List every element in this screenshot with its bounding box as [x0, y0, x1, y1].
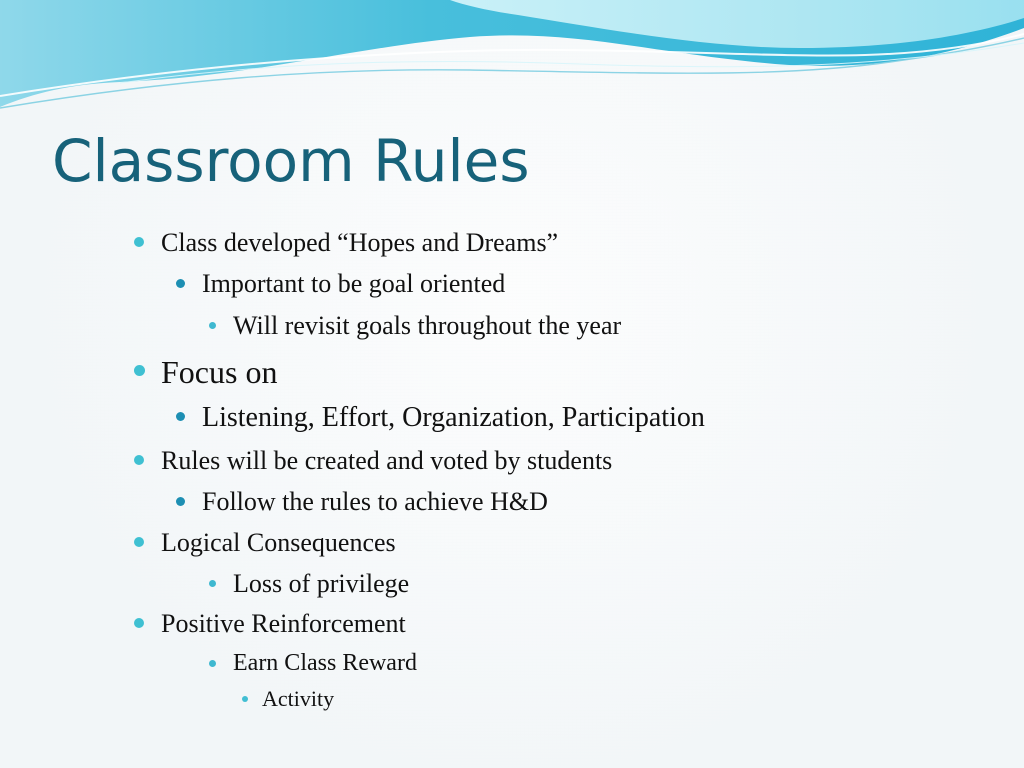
bullet-text: Will revisit goals throughout the year — [233, 311, 622, 340]
bullet-text: Earn Class Reward — [233, 650, 417, 676]
bullet-marker-level-3 — [209, 580, 216, 587]
bullet-marker-level-3 — [209, 660, 216, 667]
slide-title: Classroom Rules — [52, 127, 530, 195]
bullet-item-focus-areas — [202, 403, 705, 434]
bullet-text: Logical Consequences — [161, 528, 396, 557]
bullet-marker-level-1 — [134, 618, 144, 628]
bullet-marker-level-2 — [176, 412, 185, 421]
bullet-marker-level-1 — [134, 455, 144, 465]
bullet-text: Positive Reinforcement — [161, 609, 406, 638]
bullet-item-goal-oriented — [202, 270, 505, 299]
bullet-item-positive-reinforcement — [161, 610, 406, 639]
bullet-item-follow-rules — [202, 488, 548, 517]
bullet-item-activity — [262, 687, 334, 711]
bullet-marker-level-4 — [242, 696, 248, 702]
bullet-text: Important to be goal oriented — [202, 269, 506, 298]
bullet-text: Follow the rules to achieve H&D — [202, 487, 548, 516]
bullet-marker-level-2 — [176, 497, 185, 506]
bullet-item-logical-consequences — [161, 529, 396, 558]
bullet-text: Loss of privilege — [233, 569, 410, 598]
bullet-text: Class developed “Hopes and Dreams” — [161, 228, 559, 257]
bullet-marker-level-2 — [176, 279, 185, 288]
bullet-item-focus-on — [161, 355, 277, 390]
header-wave-decoration — [0, 0, 1024, 125]
bullet-marker-level-3 — [209, 322, 216, 329]
bullet-item-revisit-goals — [233, 312, 621, 341]
bullet-item-loss-of-privilege — [233, 570, 409, 599]
bullet-text: Focus on — [161, 354, 278, 390]
bullet-marker-level-1 — [134, 537, 144, 547]
bullet-marker-level-1 — [134, 237, 144, 247]
bullet-item-rules-created — [161, 447, 612, 476]
bullet-item-class-developed — [161, 229, 558, 258]
bullet-text: Activity — [262, 686, 335, 711]
bullet-text: Rules will be created and voted by students — [161, 446, 613, 475]
bullet-marker-level-1 — [134, 365, 145, 376]
bullet-text: Listening, Effort, Organization, Participation — [202, 402, 705, 433]
bullet-item-earn-class-reward — [233, 650, 417, 676]
